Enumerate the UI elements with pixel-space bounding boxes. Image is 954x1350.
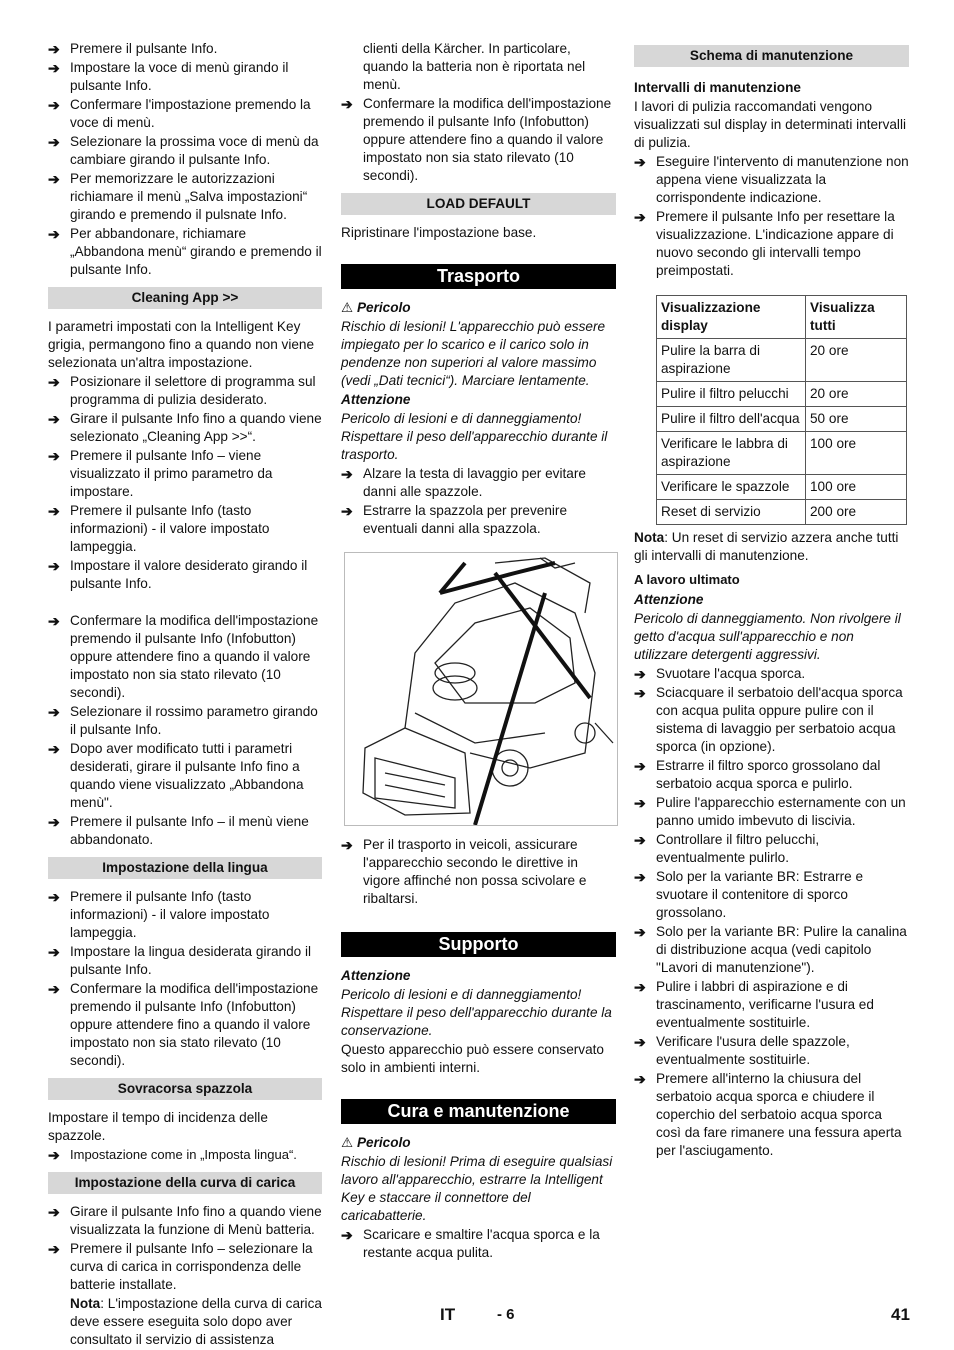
pericolo-heading	[341, 299, 616, 317]
table-cell: 50 ore	[806, 407, 907, 432]
pericolo-text: Rischio di lesioni! L'apparecchio può essere impiegato per lo scarico e il carico solo in pendenze non superiori al valore massimo (vedi „Dati tecnici“). Marciare lentamente.	[341, 319, 606, 388]
arrow-icon: ➔	[48, 171, 60, 187]
arrow-icon: ➔	[634, 924, 646, 940]
arrow-icon: ➔	[634, 685, 646, 701]
warning-icon: ⚠	[341, 300, 354, 315]
list-item-text: Per memorizzare le autorizzazioni richiamare il menù „Salva impostazioni“ girando e premendo il pulsnate Info.	[70, 171, 308, 222]
bullet-list-lavoro	[634, 665, 909, 1160]
warning-icon: ⚠	[341, 1135, 354, 1150]
list-item-text: Sciacquare il serbatoio dell'acqua sporca con acqua pulita oppure pulire con il sistema di lavaggio per serbatoio acqua sporca (in opzione).	[656, 685, 903, 754]
list-item-text: Estrarre il filtro sporco grossolano dal serbatoio acqua sporca e pulirlo.	[656, 758, 881, 791]
attenzione-label: Attenzione	[341, 392, 411, 407]
arrow-icon: ➔	[48, 134, 60, 150]
arrow-icon: ➔	[48, 411, 60, 427]
table-cell: Reset di servizio	[657, 500, 806, 525]
list-item	[341, 1226, 616, 1262]
table-header-row	[657, 296, 907, 339]
table-cell: Verificare le labbra di aspirazione	[657, 432, 806, 475]
list-item	[48, 373, 322, 409]
list-item-text: Svuotare l'acqua sporca.	[656, 666, 806, 681]
list-item	[341, 465, 616, 501]
list-item	[48, 40, 322, 58]
table-row	[657, 475, 907, 500]
arrow-icon: ➔	[341, 503, 353, 519]
table-cell: 20 ore	[806, 339, 907, 382]
list-item-text: Eseguire l'intervento di manutenzione non appena viene visualizzata la corrispondente indicazione.	[656, 154, 909, 205]
cura-pericolo-text: Rischio di lesioni! Prima di eseguire qualsiasi lavoro all'apparecchio, estrarre la Intelligent Key e staccare il connettore del caricabatterie.	[341, 1154, 613, 1223]
arrow-icon: ➔	[48, 558, 60, 574]
list-item-text: Premere il pulsante Info (tasto informazioni) - il valore impostato lampeggia.	[70, 503, 270, 554]
list-item-text: Per abbandonare, richiamare „Abbandona menù“ girando e premendo il pulsante Info.	[70, 226, 322, 277]
table-cell: Pulire la barra di aspirazione	[657, 339, 806, 382]
table-row	[657, 432, 907, 475]
arrow-icon: ➔	[634, 154, 646, 170]
list-item-text: Impostare la lingua desiderata girando il pulsante Info.	[70, 944, 312, 977]
list-item-text: Selezionare la prossima voce di menù da cambiare girando il pulsante Info.	[70, 134, 319, 167]
list-item-text: Pulire i labbri di aspirazione e di trascinamento, verificarne l'usura ed eventualmente sostituirle.	[656, 979, 874, 1030]
list-item-text: Verificare l'usura delle spazzole, eventualmente sostituirle.	[656, 1034, 850, 1067]
arrow-icon: ➔	[634, 1034, 646, 1050]
list-item-text: Girare il pulsante Info fino a quando viene selezionato „Cleaning App >>“.	[70, 411, 322, 444]
machine-strapped-illustration	[345, 553, 617, 825]
list-item	[48, 133, 322, 169]
sovracorsa-bullet: Impostazione come in „Imposta lingua“.	[70, 1147, 297, 1162]
column-1	[48, 40, 322, 1350]
list-item-text: Solo per la variante BR: Estrarre e svuotare il contenitore di sporco grossolano.	[656, 869, 864, 920]
arrow-icon: ➔	[48, 704, 60, 720]
list-item-text: Premere il pulsante Info – selezionare la curva di carica in corrispondenza delle batterie installate.	[70, 1241, 313, 1292]
bullet-list-cleaning	[48, 373, 322, 593]
att-label: Attenzione	[634, 592, 704, 607]
pericolo-label: Pericolo	[356, 300, 411, 315]
arrow-icon: ➔	[634, 1071, 646, 1087]
arrow-icon: ➔	[48, 613, 60, 629]
att-text: Pericolo di danneggiamento. Non rivolgere il getto d'acqua sull'apparecchio e non utilizzare detergenti aggressivi.	[634, 611, 901, 662]
section-title-lingua: Impostazione della lingua	[48, 857, 322, 879]
table-row	[657, 339, 907, 382]
arrow-icon: ➔	[48, 741, 60, 757]
list-item	[48, 502, 322, 556]
list-item	[48, 980, 322, 1070]
table-cell: 100 ore	[806, 432, 907, 475]
section-title-schema: Schema di manutenzione	[634, 45, 909, 67]
bullet-list-intervalli	[634, 153, 909, 280]
list-item	[48, 96, 322, 132]
list-item-text: Selezionare il rossimo parametro girando il pulsante Info.	[70, 704, 318, 737]
bullet-list-top	[48, 40, 322, 279]
list-item	[48, 59, 322, 95]
arrow-icon: ➔	[48, 1241, 60, 1257]
list-item-text: Premere il pulsante Info – il menù viene abbandonato.	[70, 814, 309, 847]
list-item-text: Impostare il valore desiderato girando il pulsante Info.	[70, 558, 308, 591]
arrow-icon: ➔	[634, 758, 646, 774]
arrow-icon: ➔	[634, 832, 646, 848]
list-item	[48, 410, 322, 446]
list-item	[48, 447, 322, 501]
lavoro-title: A lavoro ultimato	[634, 572, 740, 587]
nota-reset	[634, 529, 909, 565]
cleaning-intro: I parametri impostati con la Intelligent Key grigia, permangono fino a quando non viene selezionata un'altra impostazione.	[48, 319, 315, 370]
list-item-text: Dopo aver modificato tutti i parametri desiderati, girare il pulsante Info fino a quando viene visualizzato „Abbandona menù".	[70, 741, 304, 810]
list-item	[634, 831, 909, 867]
nota-label: Nota	[634, 530, 665, 545]
cura-pericolo-heading	[341, 1134, 616, 1152]
list-item	[48, 888, 322, 942]
arrow-icon: ➔	[341, 96, 353, 112]
list-item	[48, 740, 322, 812]
list-item	[634, 923, 909, 977]
arrow-icon: ➔	[634, 979, 646, 995]
arrow-icon: ➔	[48, 41, 60, 57]
list-item	[634, 665, 909, 683]
list-item	[48, 170, 322, 224]
continued-bullet: Confermare la modifica dell'impostazione premendo il pulsante Info (Infobutton) oppure attendere fino a quando il valore impostato non sia stato rilevato (10 secondi).	[363, 96, 612, 183]
list-item	[48, 813, 322, 849]
supporto-att-label: Attenzione	[341, 968, 411, 983]
chapter-title-supporto: Supporto	[341, 932, 616, 957]
list-item-text: Estrarre la spazzola per prevenire eventuali danni alla spazzola.	[363, 503, 567, 536]
supporto-text: Questo apparecchio può essere conservato solo in ambienti interni.	[341, 1042, 604, 1075]
chapter-title-cura: Cura e manutenzione	[341, 1099, 616, 1124]
continued-text: clienti della Kärcher. In particolare, quando la batteria non è riportata nel menù.	[363, 41, 586, 92]
list-item	[634, 684, 909, 756]
table-row	[657, 382, 907, 407]
bullet-list-trasporto	[341, 465, 616, 538]
table-cell: Pulire il filtro dell'acqua	[657, 407, 806, 432]
list-item	[341, 502, 616, 538]
list-item-text: Alzare la testa di lavaggio per evitare danni alle spazzole.	[363, 466, 586, 499]
list-item	[48, 225, 322, 279]
list-item	[48, 1240, 322, 1294]
nota-text: : L'impostazione della curva di carica deve essere eseguita solo dopo aver consultato il servizio di assistenza	[70, 1296, 322, 1347]
transport-illustration	[344, 552, 618, 826]
intervalli-text: I lavori di pulizia raccomandati vengono visualizzati sul display in determinati intervalli di pulizia.	[634, 99, 906, 150]
bullet-list-cleaning-2	[48, 612, 322, 849]
arrow-icon: ➔	[634, 209, 646, 225]
arrow-icon: ➔	[634, 666, 646, 682]
arrow-icon: ➔	[48, 814, 60, 830]
table-cell: 20 ore	[806, 382, 907, 407]
list-item-text: Impostare la voce di menù girando il pulsante Info.	[70, 60, 289, 93]
intervalli-title: Intervalli di manutenzione	[634, 80, 801, 95]
list-item	[48, 557, 322, 593]
list-item	[634, 978, 909, 1032]
footer-local-page: - 6	[497, 1306, 515, 1323]
list-item	[634, 153, 909, 207]
list-item	[48, 703, 322, 739]
arrow-icon: ➔	[341, 1227, 353, 1243]
arrow-icon: ➔	[341, 466, 353, 482]
table-row	[657, 407, 907, 432]
list-item	[48, 1146, 322, 1164]
section-title-curva: Impostazione della curva di carica	[48, 1172, 322, 1194]
table-cell: Verificare le spazzole	[657, 475, 806, 500]
arrow-icon: ➔	[48, 374, 60, 390]
arrow-icon: ➔	[634, 869, 646, 885]
list-item	[341, 95, 616, 185]
list-item-text: Solo per la variante BR: Pulire la canalina di distribuzione acqua (vedi capitolo "Lavori di manutenzione").	[656, 924, 907, 975]
maintenance-table	[656, 295, 907, 525]
arrow-icon: ➔	[48, 1147, 60, 1163]
list-item	[634, 1033, 909, 1069]
trasporto-bullet-after: Per il trasporto in veicoli, assicurare l'apparecchio secondo le direttive in vigore affinché non possa scivolare e ribaltarsi.	[363, 837, 587, 906]
section-title-sovracorsa: Sovracorsa spazzola	[48, 1078, 322, 1100]
load-text: Ripristinare l'impostazione base.	[341, 225, 537, 240]
list-item	[48, 612, 322, 702]
footer-page-number: 41	[891, 1305, 910, 1324]
list-item	[48, 1203, 322, 1239]
arrow-icon: ➔	[48, 448, 60, 464]
arrow-icon: ➔	[48, 944, 60, 960]
list-item	[634, 794, 909, 830]
footer-lang: IT	[440, 1305, 456, 1324]
list-item-text: Confermare l'impostazione premendo la voce di menù.	[70, 97, 311, 130]
list-item	[48, 943, 322, 979]
arrow-icon: ➔	[48, 1204, 60, 1220]
arrow-icon: ➔	[634, 795, 646, 811]
arrow-icon: ➔	[48, 226, 60, 242]
supporto-att-text: Pericolo di lesioni e di danneggiamento! Rispettare il peso dell'apparecchio durante la conservazione.	[341, 987, 612, 1038]
cura-pericolo-label: Pericolo	[356, 1135, 411, 1150]
list-item-text: Premere il pulsante Info (tasto informazioni) - il valore impostato lampeggia.	[70, 889, 270, 940]
arrow-icon: ➔	[48, 981, 60, 997]
table-row	[657, 500, 907, 525]
table-cell: Pulire il filtro pelucchi	[657, 382, 806, 407]
list-item-text: Girare il pulsante Info fino a quando viene visualizzata la funzione di Menù batteria.	[70, 1204, 322, 1237]
arrow-icon: ➔	[341, 837, 353, 853]
column-3	[634, 40, 909, 1161]
column-2	[341, 40, 616, 1263]
list-item	[634, 1070, 909, 1160]
bullet-list-lingua	[48, 888, 322, 1070]
nota-text: : Un reset di servizio azzera anche tutti gli intervalli di manutenzione.	[634, 530, 899, 563]
list-item-text: Posizionare il selettore di programma sul programma di pulizia desiderato.	[70, 374, 316, 407]
list-item-text: Pulire l'apparecchio esternamente con un panno umido imbevuto di liscivia.	[656, 795, 906, 828]
nota-label: Nota	[70, 1296, 101, 1311]
list-item	[341, 836, 616, 908]
list-item-text: Confermare la modifica dell'impostazione premendo il pulsante Info (Infobutton) oppure attendere fino a quando il valore impostato non sia stato rilevato (10 secondi).	[70, 981, 319, 1068]
arrow-icon: ➔	[48, 503, 60, 519]
sovracorsa-text: Impostare il tempo di incidenza delle spazzole.	[48, 1110, 268, 1143]
cura-bullet: Scaricare e smaltire l'acqua sporca e la restante acqua pulita.	[363, 1227, 600, 1260]
list-item-text: Premere il pulsante Info.	[70, 41, 218, 56]
table-cell: 100 ore	[806, 475, 907, 500]
table-cell: 200 ore	[806, 500, 907, 525]
list-item-text: Confermare la modifica dell'impostazione premendo il pulsante Info (Infobutton) oppure attendere fino a quando il valore impostato non sia stato rilevato (10 secondi).	[70, 613, 319, 700]
list-item	[634, 208, 909, 280]
arrow-icon: ➔	[48, 97, 60, 113]
table-header-cell: Visualizza tutti	[806, 296, 907, 339]
arrow-icon: ➔	[48, 889, 60, 905]
attenzione-text: Pericolo di lesioni e di danneggiamento! Rispettare il peso dell'apparecchio durante il trasporto.	[341, 411, 608, 462]
list-item-text: Premere il pulsante Info per resettare la visualizzazione. L'indicazione appare di nuovo secondo gli intervalli tempo preimpostati.	[656, 209, 895, 278]
chapter-title-trasporto: Trasporto	[341, 264, 616, 289]
list-item-text: Premere il pulsante Info – viene visualizzato il primo parametro da impostare.	[70, 448, 273, 499]
list-item-text: Premere all'interno la chiusura del serbatoio acqua sporca e chiudere il coperchio del serbatoio acqua sporca così da fare rimanere una fessura aperta per l'asciugamento.	[656, 1071, 902, 1158]
arrow-icon: ➔	[48, 60, 60, 76]
nota-curva	[48, 1295, 322, 1349]
table-header-cell: Visualizzazione display	[657, 296, 806, 339]
bullet-list-curva	[48, 1203, 322, 1294]
list-item-text: Controllare il filtro pelucchi, eventualmente pulirlo.	[656, 832, 820, 865]
list-item	[634, 868, 909, 922]
section-title-load-default: LOAD DEFAULT	[341, 193, 616, 215]
list-item	[634, 757, 909, 793]
section-title-cleaning-app: Cleaning App >>	[48, 287, 322, 309]
